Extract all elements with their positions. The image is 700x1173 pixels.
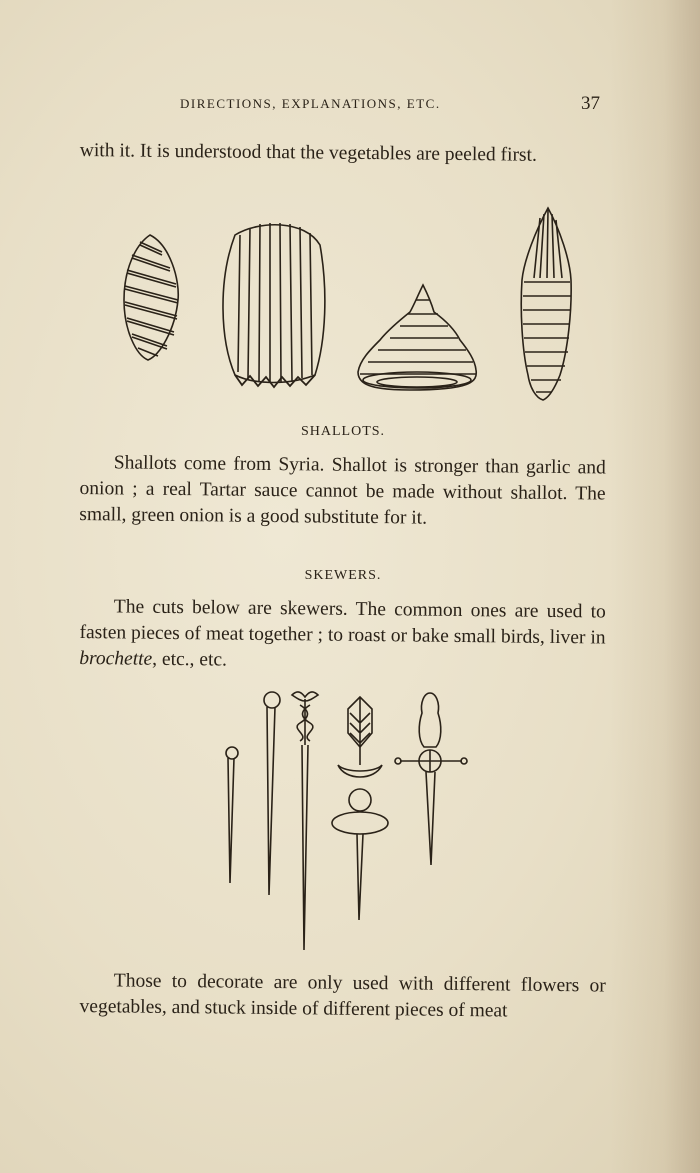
page-number: 37 xyxy=(581,93,600,114)
skewers-text-1: The cuts below are skewers. The common ones are used to fasten pieces of meat together ; to roast or bake small birds, liver in xyxy=(79,596,606,649)
skewers-illustration xyxy=(210,685,480,955)
shallots-text: Shallots come from Syria. Shallot is stronger than garlic and onion ; a real Tartar sauce cannot be made without shallot. The small, green onion is a good substitute for it. xyxy=(79,452,606,529)
fluted-barrel-vegetable-icon xyxy=(223,223,325,387)
spiral-cut-vegetable-icon xyxy=(124,235,178,360)
fluted-spindle-vegetable-icon xyxy=(521,208,571,400)
skewers-paragraph xyxy=(79,594,606,678)
intro-paragraph xyxy=(80,138,606,170)
skewers-heading: SKEWERS. xyxy=(304,568,382,583)
arrow-crescent-skewer-icon xyxy=(332,697,388,920)
ring-skewer-icon xyxy=(264,692,280,895)
caduceus-skewer-icon xyxy=(292,692,318,950)
sword-skewer-icon xyxy=(395,693,467,865)
skewers-text-2: , etc., etc. xyxy=(152,648,228,671)
skewers-text-italic: brochette xyxy=(79,647,153,670)
intro-text: with it. It is understood that the vegetables are peeled first. xyxy=(79,139,537,166)
running-head-title: DIRECTIONS, EXPLANATIONS, ETC. xyxy=(180,96,441,111)
closing-text: Those to decorate are only used with different flowers or vegetables, and stuck inside of different pieces of meat xyxy=(79,970,606,1022)
shallots-heading: SHALLOTS. xyxy=(300,424,386,439)
stepped-cone-vegetable-icon xyxy=(358,285,476,390)
shallots-paragraph xyxy=(79,450,606,534)
small-loop-skewer-icon xyxy=(226,747,238,883)
closing-paragraph xyxy=(79,968,606,1026)
vegetable-cuts-illustration xyxy=(110,200,590,410)
page-edge-shadow xyxy=(610,0,700,1173)
